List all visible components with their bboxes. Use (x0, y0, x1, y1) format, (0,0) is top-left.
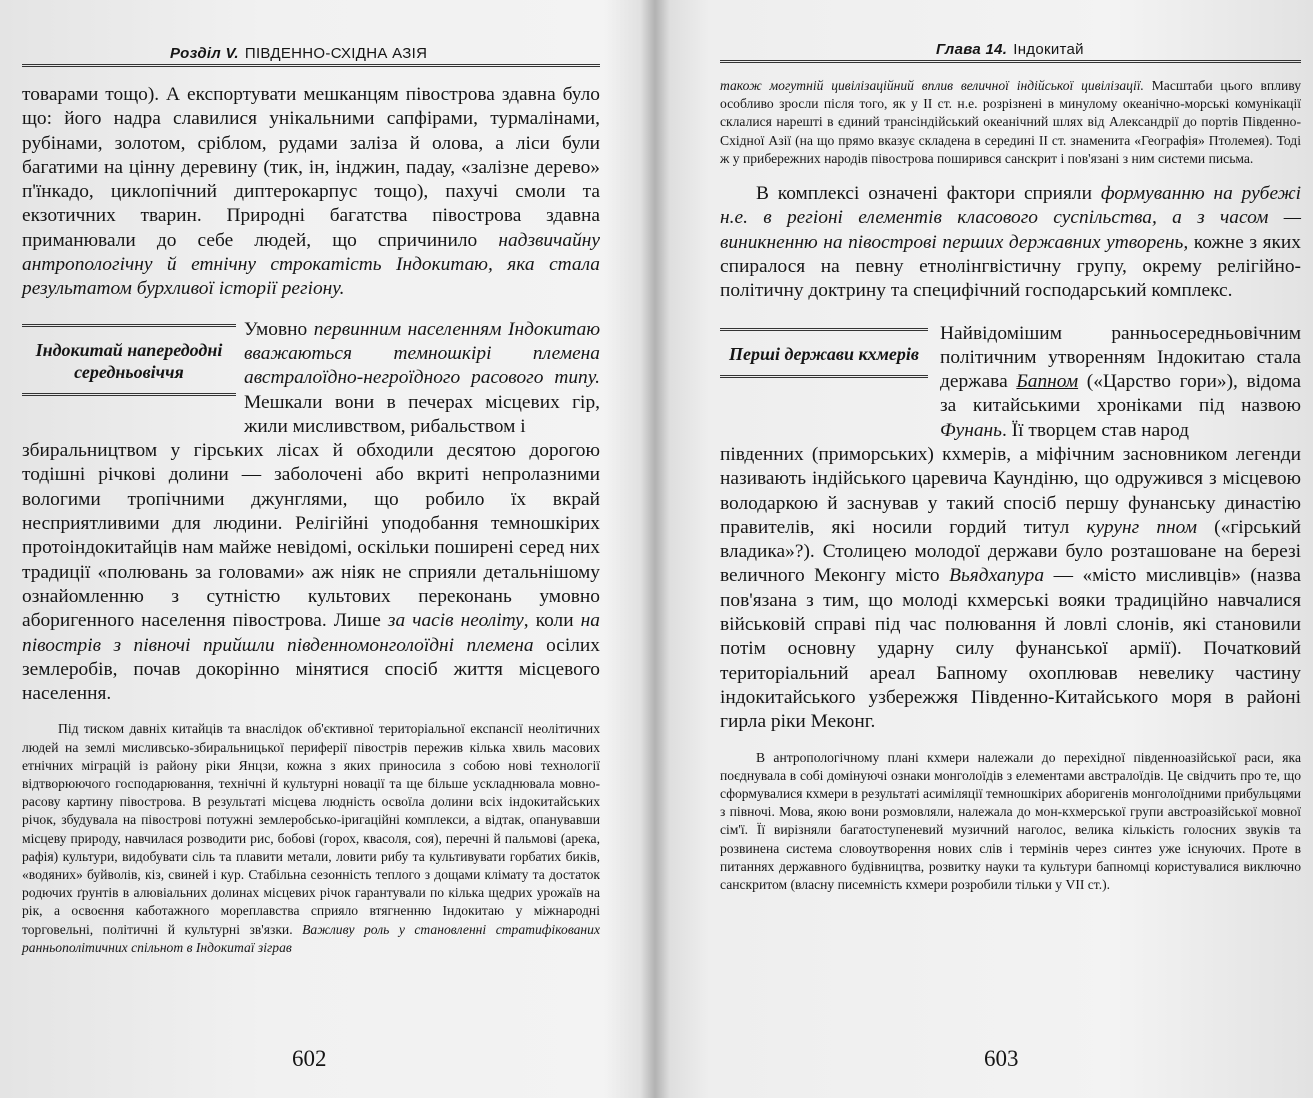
running-header (22, 38, 600, 67)
body-paragraph: товарами тощо). А експортувати мешканцям півострова здавна було що: його надра славилися унікальними сапфірами, турмалінами, рубінами, золотом, сріблом, рудами заліза й олова, а ліси були багатими на цінну деревину (тик, ін, інджин, падау, «залізне дерево» п'їнкадо, циклопічний диптерокарпус тощо), пахучі смоли та екзотичних тварин. Природні багатства півострова здавна приманювали до себе людей, що спричинило надзвичайну антропологічну й етнічну строкатість Індокитаю, яка стала результатом бурхливої історії регіону. (22, 84, 600, 300)
small-print-paragraph: також могутній цивілізаційний вплив величної індійської цивілізації. Масштаби цього впливу особливо зросли після того, як у II ст. н.е. розрізнені в минулому океанічно-морські комунікації склалися нарешті в єдиний трансіндійський океанічний шлях від Александрії до портів Південно-Східної Азії (на що прямо вказує складена в середині II ст. знаменита «Географія» Птолемея). Тоді ж у прибережних народів півострова поширився санскрит і пов'язані з ним системи письма. (720, 78, 1301, 166)
emphasis-text: Важливу роль у становленні стратифікованих ранньополітичних спільнот в Індокитаї зіграв (22, 921, 600, 955)
header-label: Глава 14. (936, 41, 1008, 58)
emphasis-text: на півострів з півночі прийшли південномонголоїдні племена (22, 610, 600, 656)
emphasis-text: первинним населенням Індокитаю вважаються темношкірі племена австралоїдно-негроїдного расового типу. (244, 318, 600, 389)
section-block (720, 322, 1301, 443)
emphasis-text: Вьядхапура (949, 565, 1045, 587)
right-page (664, 0, 1313, 1098)
body-paragraph: В комплексі означені фактори сприяли формуванню на рубежі н.е. в регіоні елементів класового суспільства, а з часом — виникненню на півострові перших державних утворень, кожне з яких спиралося на певну етнолінгвістичну групу, окрему релігійно-політичну доктрину та специфічний господарський комплекс. (720, 183, 1301, 302)
body-paragraph: збиральництвом у гірських лісах й обходили десятою дорогою тодішні річкові долини — заболочені або вкриті непролазними вологими тропічними джунглями, що робило їх вкрай несприятливими для людини. Релігійні уподобання темношкірих протоіндокитайців нам майже невідомі, оскільки поширені серед них традиції «полювань за головами» аж ніяк не сприяли детальнішому ознайомленню з сутністю культових переконань умовно аборигенного населення півострова. Лише за часів неоліту, коли на півострів з півночі прийшли південномонголоїдні племена осілих землеробів, почав докорінно мінятися спосіб життя місцевого населення. (22, 440, 600, 705)
left-page (0, 0, 650, 1098)
emphasis-text: Бапном (1016, 371, 1079, 393)
emphasis-text: курунг пном (1086, 516, 1197, 538)
section-heading: Індокитай напередодні середньовіччя (22, 324, 236, 396)
emphasis-text: надзвичайну антропологічну й етнічну строкатість Індокитаю, яка стала результатом бурхливої історії регіону. (22, 229, 600, 300)
running-header (720, 34, 1301, 63)
section-heading: Перші держави кхмерів (720, 328, 928, 378)
small-print-paragraph: В антропологічному плані кхмери належали до перехідної південноазійської раси, яка поєднувала в собі домінуючі ознаки монголоїдів з елементами австралоїдів. Це свідчить про те, що сформувалися кхмери в результаті асиміляції темношкірих аборигенів монголоїдними прибульцями з півночі. Мова, якою вони розмовляли, належала до мон-кхмерської групи австроазійської мовної сім'ї. Її вирізняли багатоступеневий музичний наголос, велика кількість голосних звуків та розвинена система словоутворення нових слів і термінів через синтез уже існуючих. Проте в питаннях державного будівництва, розвитку науки та культури бапномці користувалися виключно санскритом (власну писемність кхмери розробили тільки у VII ст.). (720, 749, 1301, 892)
emphasis-text: Фунань (940, 419, 1002, 441)
emphasis-text: формуванню на рубежі н.е. в регіоні елементів класового суспільства, а з часом — виникненню на півострові перших державних утворень, (720, 183, 1301, 253)
section-paragraph: Умовно первинним населенням Індокитаю вважаються темношкірі племена австралоїдно-негроїдного расового типу. Мешкали вони в печерах місцевих гір, жили мисливством, рибальством і (244, 318, 600, 437)
section-block (22, 318, 600, 439)
body-paragraph: південних (приморських) кхмерів, а міфічним засновником легенди називають індійського царевича Каундіню, що одружився з місцевою володаркою й заснував у такий спосіб першу фунанську династію правителів, які носили гордий титул курунг пном («гірський владика»?). Столицею молодої держави було розташоване на березі величного Меконгу місто Вьядхапура — «місто мисливців» (назва пов'язана з тим, що молоді кхмерські вояки традиційно навчалися військовій справі під час полювання й ловлі слонів, які становили потім основну ударну силу фунанської армії). Початковий територіальний ареал Бапному охоплював невелику частину індокитайського узбережжя Південно-Китайського моря в районі гирла ріки Меконг. (720, 443, 1301, 733)
emphasis-text: за часів неоліту (387, 610, 524, 632)
page-number: 603 (984, 1046, 1019, 1071)
header-label: Розділ V. (170, 45, 239, 62)
section-paragraph: Найвідомішим ранньосередньовічним політичним утворенням Індокитаю стала держава Бапном («Царство гори»), відома за китайськими хроніками під назвою Фунань. Її творцем став народ (940, 322, 1301, 441)
header-topic: ПІВДЕННО-СХІДНА АЗІЯ (244, 45, 428, 62)
header-topic: Індокитай (1013, 41, 1084, 58)
page-number: 602 (292, 1046, 327, 1071)
small-print-paragraph: Під тиском давніх китайців та внаслідок об'єктивної територіальної експансії неолітичних людей на землі мисливсько-збиральницької периферії півострів пережив кілька хвиль масових етнічних міграцій із району ріки Янцзи, кожна з яких приносила з собою нові технології відтворюючого господарювання, технічні й культурні новації та ще більше ускладнювала мовно-расову картину півострова. В результаті місцева людність освоїла долини всіх індокитайських річок, збудувала на півострові потужні землеробсько-іригаційні комплекси, а відтак, опанувавши місцеву природу, навчилася розводити рис, бобові (горох, квасоля, соя), перечні й пальмові (арека, рафія) культури, видобувати сіль та плавити метали, ловити рибу та культивувати горбатих биків, «водяних» буйволів, кіз, свиней і кур. Стабільна сезонність теплого з дощами клімату та достаток родючих ґрунтів в алювіальних долинах місцевих річок гарантували по кілька щедрих урожаїв на рік, а освоєння каботажного мореплавства сприяло втягненню Індокитаю у міжнародні торговельні, політичні й культурні зв'язки. Важливу роль у становленні стратифікованих ранньополітичних спільнот в Індокитаї зіграв (22, 721, 600, 955)
emphasis-text: також могутній цивілізаційний вплив величної індійської цивілізації. (720, 78, 1144, 93)
